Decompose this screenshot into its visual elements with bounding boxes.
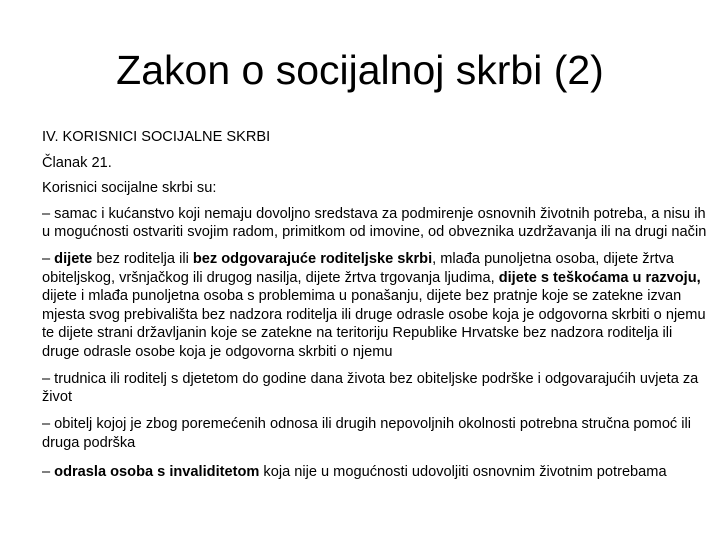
list-item: – obitelj kojoj je zbog poremećenih odnosa ili drugih nepovoljnih okolnosti potrebna stručna pomoć ili druga podrška <box>42 416 692 451</box>
section-heading: IV. KORISNICI SOCIJALNE SKRBI <box>42 129 271 145</box>
bold-text: odrasla osoba s invaliditetom <box>54 464 260 480</box>
bold-text: dijete <box>54 251 93 267</box>
text-run: koja nije u mogućnosti udovoljiti osnovnim životnim potrebama <box>259 464 667 480</box>
list-item: – trudnica ili roditelj s djetetom do godine dana života bez obiteljske podrške i odgovarajućih uvjeta za život <box>42 370 699 405</box>
text-run: – <box>42 464 55 480</box>
intro-text: Korisnici socijalne skrbi su: <box>42 180 217 196</box>
bold-text: bez odgovarajuće roditeljske skrbi <box>192 251 433 267</box>
slide-body <box>42 128 710 490</box>
list-item <box>42 463 710 482</box>
text-run: bez roditelja ili <box>92 251 193 267</box>
text-run: , mlađa punoljetna osoba, dijete žrtva obiteljskog, vršnjačkog ili drugog nasilja, dijete žrtva trgovanja ljudima, <box>42 251 674 286</box>
slide-title: Zakon o socijalnoj skrbi (2) <box>116 47 604 93</box>
bold-text: dijete s teškoćama u razvoju, <box>498 269 701 286</box>
list-item: – samac i kućanstvo koji nemaju dovoljno sredstava za podmirenje osnovnih životnih potreba, a nisu ih u mogućnosti ostvariti svojim radom, primitkom od imovine, od obveznika uzdržavanja ili na drugi način <box>42 205 707 240</box>
text-run: dijete i mlađa punoljetna osoba s problemima u ponašanju, dijete bez pratnje koje se zatekne izvan mjesta svog prebivališta bez nadzora roditelja ili druge odrasle osobe koja je odgovorna skrbiti o njemu te dijete strani državljanin koje se zatekne na teritoriju Republike Hrvatske bez nadzora roditelja ili druge odrasle osobe koja je odgovorna skrbiti o njemu <box>42 288 706 360</box>
article-number: Članak 21. <box>42 154 112 171</box>
list-item <box>42 250 710 361</box>
text-run: – <box>42 251 55 267</box>
